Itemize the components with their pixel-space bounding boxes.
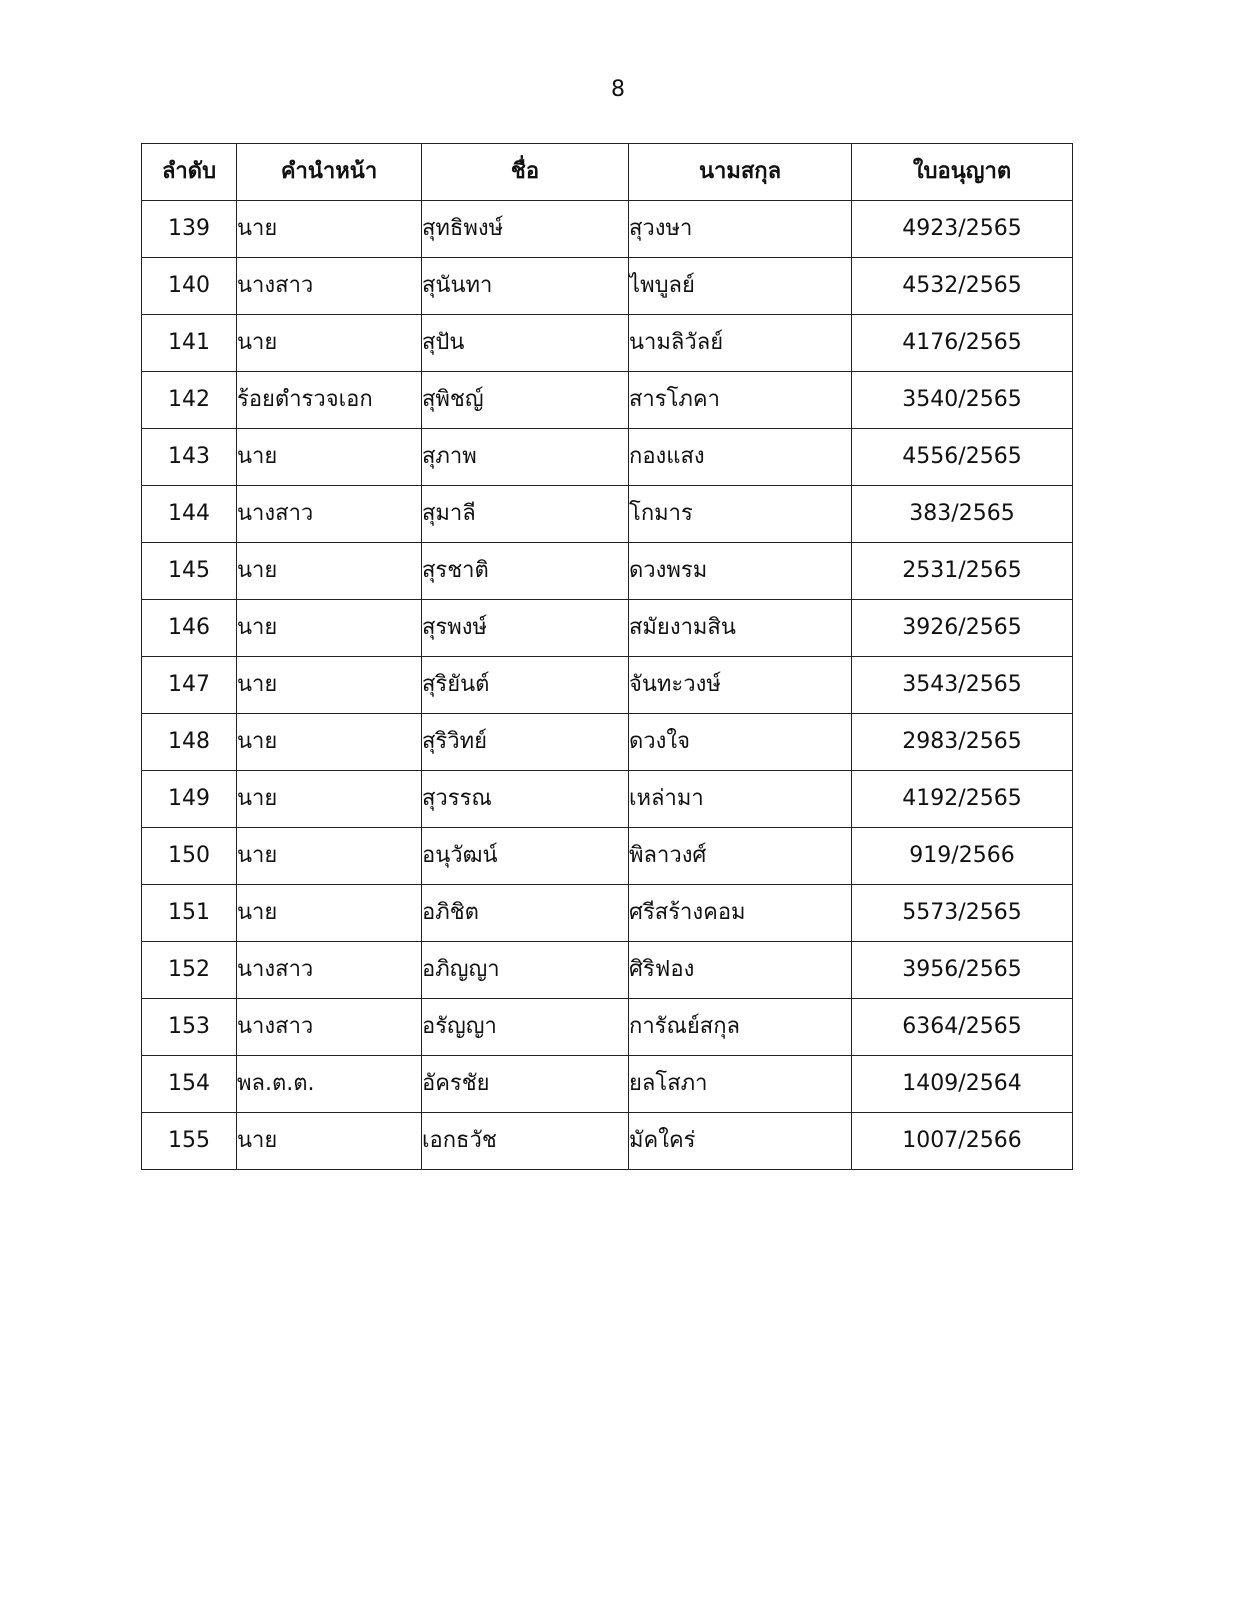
cell-last-name: สุวงษา — [629, 201, 852, 258]
header-first-name: ชื่อ — [422, 144, 629, 201]
cell-last-name: ดวงใจ — [629, 714, 852, 771]
cell-license: 4556/2565 — [852, 429, 1073, 486]
header-last-name: นามสกุล — [629, 144, 852, 201]
cell-order: 144 — [142, 486, 237, 543]
table-row — [142, 258, 1073, 315]
table-row — [142, 315, 1073, 372]
cell-last-name: ศรีสร้างคอม — [629, 885, 852, 942]
cell-prefix: นาย — [237, 657, 422, 714]
cell-prefix: นาย — [237, 1113, 422, 1170]
table-row — [142, 201, 1073, 258]
cell-first-name: สุนันทา — [422, 258, 629, 315]
header-license: ใบอนุญาต — [852, 144, 1073, 201]
cell-order: 151 — [142, 885, 237, 942]
cell-first-name: สุวรรณ — [422, 771, 629, 828]
cell-license: 919/2566 — [852, 828, 1073, 885]
header-prefix: คำนำหน้า — [237, 144, 422, 201]
cell-prefix: นางสาว — [237, 942, 422, 999]
cell-first-name: สุริยันต์ — [422, 657, 629, 714]
cell-prefix: นาย — [237, 543, 422, 600]
table-body — [142, 201, 1073, 1170]
cell-last-name: เหล่ามา — [629, 771, 852, 828]
cell-prefix: นางสาว — [237, 258, 422, 315]
cell-first-name: สุมาลี — [422, 486, 629, 543]
cell-first-name: สุรพงษ์ — [422, 600, 629, 657]
cell-first-name: สุพิชญ์ — [422, 372, 629, 429]
table-row — [142, 771, 1073, 828]
cell-first-name: สุรชาติ — [422, 543, 629, 600]
table-row — [142, 942, 1073, 999]
cell-prefix: นาย — [237, 885, 422, 942]
cell-last-name: การัณย์สกุล — [629, 999, 852, 1056]
table-row — [142, 885, 1073, 942]
cell-order: 143 — [142, 429, 237, 486]
cell-license: 2983/2565 — [852, 714, 1073, 771]
cell-order: 147 — [142, 657, 237, 714]
table-row — [142, 1056, 1073, 1113]
table-row — [142, 657, 1073, 714]
cell-last-name: ดวงพรม — [629, 543, 852, 600]
cell-license: 1007/2566 — [852, 1113, 1073, 1170]
cell-first-name: สุภาพ — [422, 429, 629, 486]
cell-license: 383/2565 — [852, 486, 1073, 543]
cell-order: 142 — [142, 372, 237, 429]
table-row — [142, 372, 1073, 429]
cell-first-name: อภิชิต — [422, 885, 629, 942]
cell-license: 6364/2565 — [852, 999, 1073, 1056]
cell-order: 149 — [142, 771, 237, 828]
page-number: 8 — [611, 77, 625, 102]
table-row — [142, 486, 1073, 543]
cell-order: 139 — [142, 201, 237, 258]
cell-prefix: นาย — [237, 771, 422, 828]
cell-license: 3956/2565 — [852, 942, 1073, 999]
cell-prefix: นาย — [237, 714, 422, 771]
cell-first-name: สุปัน — [422, 315, 629, 372]
cell-last-name: มัคใคร่ — [629, 1113, 852, 1170]
cell-first-name: สุริวิทย์ — [422, 714, 629, 771]
cell-license: 4532/2565 — [852, 258, 1073, 315]
cell-order: 140 — [142, 258, 237, 315]
cell-prefix: นางสาว — [237, 999, 422, 1056]
header-row — [142, 144, 1073, 201]
cell-license: 1409/2564 — [852, 1056, 1073, 1113]
cell-license: 4923/2565 — [852, 201, 1073, 258]
cell-first-name: อภิญญา — [422, 942, 629, 999]
table-row — [142, 429, 1073, 486]
cell-order: 155 — [142, 1113, 237, 1170]
cell-license: 3926/2565 — [852, 600, 1073, 657]
cell-license: 4192/2565 — [852, 771, 1073, 828]
cell-prefix: นาย — [237, 828, 422, 885]
cell-prefix: ร้อยตำรวจเอก — [237, 372, 422, 429]
cell-last-name: กองแสง — [629, 429, 852, 486]
table-row — [142, 1113, 1073, 1170]
cell-last-name: ยลโสภา — [629, 1056, 852, 1113]
cell-first-name: อรัญญา — [422, 999, 629, 1056]
cell-order: 141 — [142, 315, 237, 372]
cell-license: 5573/2565 — [852, 885, 1073, 942]
cell-prefix: นางสาว — [237, 486, 422, 543]
cell-prefix: นาย — [237, 201, 422, 258]
cell-license: 4176/2565 — [852, 315, 1073, 372]
license-table — [141, 143, 1073, 1170]
table-row — [142, 828, 1073, 885]
cell-last-name: จันทะวงษ์ — [629, 657, 852, 714]
cell-license: 3540/2565 — [852, 372, 1073, 429]
cell-license: 3543/2565 — [852, 657, 1073, 714]
cell-first-name: เอกธวัช — [422, 1113, 629, 1170]
cell-last-name: พิลาวงศ์ — [629, 828, 852, 885]
cell-prefix: นาย — [237, 315, 422, 372]
cell-order: 150 — [142, 828, 237, 885]
cell-order: 152 — [142, 942, 237, 999]
cell-prefix: พล.ต.ต. — [237, 1056, 422, 1113]
cell-first-name: อัครชัย — [422, 1056, 629, 1113]
cell-license: 2531/2565 — [852, 543, 1073, 600]
cell-order: 154 — [142, 1056, 237, 1113]
header-order: ลำดับ — [142, 144, 237, 201]
cell-last-name: สมัยงามสิน — [629, 600, 852, 657]
table-row — [142, 543, 1073, 600]
table-header — [142, 144, 1073, 201]
cell-prefix: นาย — [237, 429, 422, 486]
cell-last-name: ไพบูลย์ — [629, 258, 852, 315]
cell-order: 153 — [142, 999, 237, 1056]
cell-first-name: อนุวัฒน์ — [422, 828, 629, 885]
table-row — [142, 999, 1073, 1056]
table-row — [142, 600, 1073, 657]
cell-last-name: สารโภคา — [629, 372, 852, 429]
cell-order: 146 — [142, 600, 237, 657]
cell-first-name: สุทธิพงษ์ — [422, 201, 629, 258]
cell-order: 145 — [142, 543, 237, 600]
cell-last-name: โกมาร — [629, 486, 852, 543]
cell-prefix: นาย — [237, 600, 422, 657]
table-row — [142, 714, 1073, 771]
cell-last-name: นามลิวัลย์ — [629, 315, 852, 372]
cell-order: 148 — [142, 714, 237, 771]
cell-last-name: ศิริฟอง — [629, 942, 852, 999]
